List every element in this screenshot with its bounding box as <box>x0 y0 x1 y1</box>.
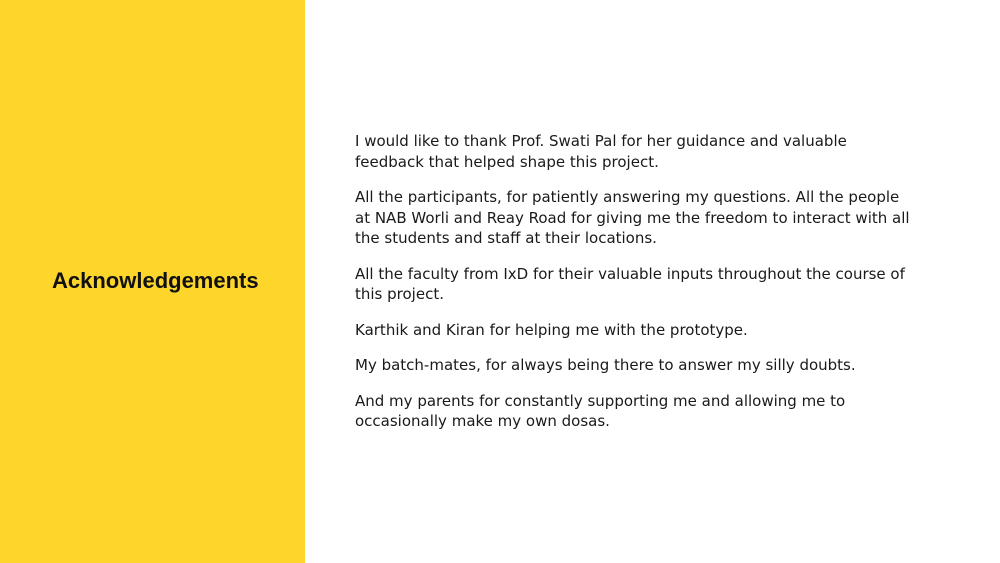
paragraph: Karthik and Kiran for helping me with the prototype. <box>355 320 748 339</box>
paragraph: And my parents for constantly supporting me and allowing me to occasionally make my own dosas. <box>355 391 846 430</box>
paragraph: All the participants, for patiently answering my questions. All the people at NAB Worli and Reay Road for giving me the freedom to interact with all the students and staff at their locations. <box>355 188 910 247</box>
paragraph: I would like to thank Prof. Swati Pal for her guidance and valuable feedback that helped shape this project. <box>355 132 847 171</box>
accent-panel <box>0 0 305 563</box>
paragraph: All the faculty from IxD for their valuable inputs throughout the course of this project. <box>355 264 905 303</box>
paragraph: My batch-mates, for always being there to answer my silly doubts. <box>355 356 856 374</box>
page-title: Acknowledgements <box>52 268 259 293</box>
acknowledgements-text <box>355 131 915 447</box>
content-panel <box>305 0 1000 563</box>
